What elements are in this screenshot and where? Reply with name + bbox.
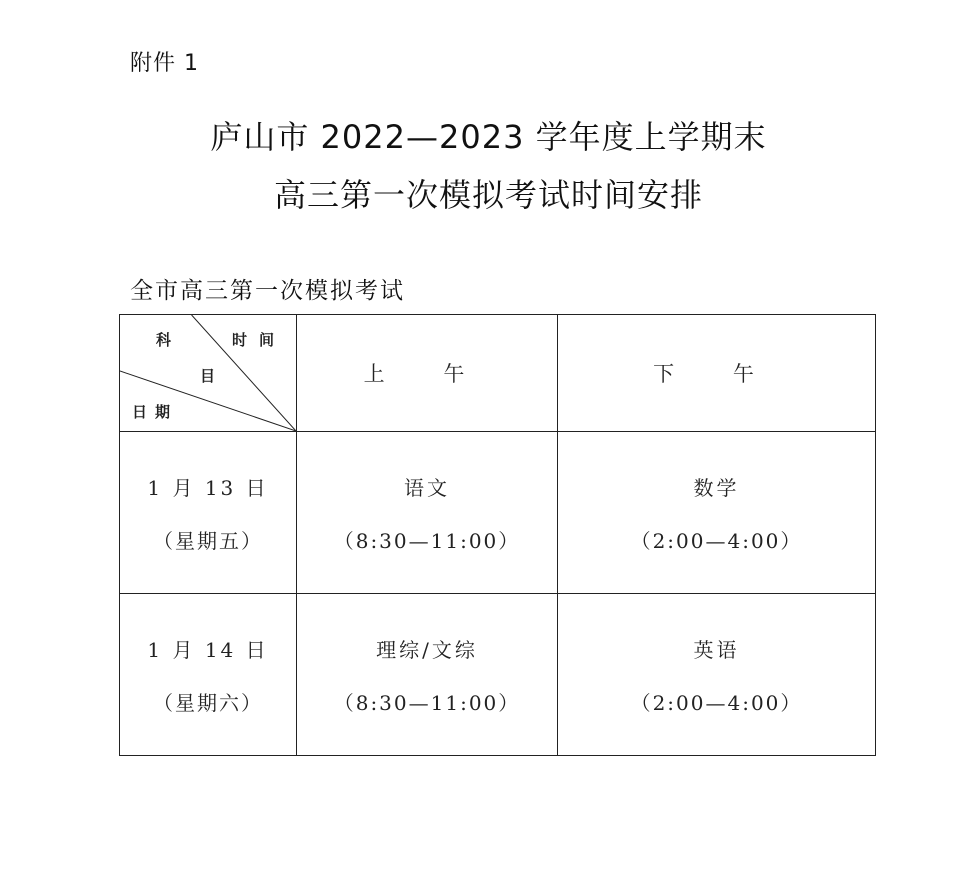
- date-cell: [120, 594, 297, 756]
- date-cell: [120, 432, 297, 594]
- morning-exam-cell: [297, 432, 558, 594]
- time-text: （2:00—4:00）: [630, 690, 803, 715]
- exam-schedule-table: [119, 314, 876, 756]
- afternoon-exam-cell: [558, 594, 876, 756]
- table-row: [120, 432, 876, 594]
- subject-text: 语文: [404, 475, 450, 500]
- title-line-2: 高三第一次模拟考试时间安排: [273, 176, 703, 214]
- subject-text: 英语: [693, 637, 740, 662]
- table-row: [120, 594, 876, 756]
- time-text: （8:30—11:00）: [333, 690, 521, 715]
- time-text: （8:30—11:00）: [333, 528, 521, 553]
- corner-subject-char-1: 科: [156, 331, 172, 349]
- corner-time-label: 时间: [231, 331, 286, 349]
- morning-exam-cell: [297, 594, 558, 756]
- time-text: （2:00—4:00）: [630, 528, 803, 553]
- subject-text: 数学: [693, 475, 740, 500]
- section-title: 全市高三第一次模拟考试: [130, 278, 405, 304]
- table-header-row: [120, 315, 876, 432]
- subject-text: 理综/文综: [376, 637, 478, 662]
- afternoon-exam-cell: [558, 432, 876, 594]
- attachment-label: 附件 1: [130, 51, 199, 76]
- date-text: 1 月 13 日: [147, 475, 269, 500]
- weekday-text: （星期五）: [153, 528, 263, 553]
- title-line-1: 庐山市 2022—2023 学年度上学期末: [210, 118, 767, 156]
- date-text: 1 月 14 日: [147, 637, 269, 662]
- column-header-afternoon: 下 午: [558, 315, 876, 432]
- corner-subject-char-2: 目: [200, 367, 216, 385]
- corner-header-cell: [120, 315, 297, 432]
- corner-date-label: 日期: [132, 403, 179, 421]
- weekday-text: （星期六）: [153, 690, 263, 715]
- column-header-morning: 上 午: [297, 315, 558, 432]
